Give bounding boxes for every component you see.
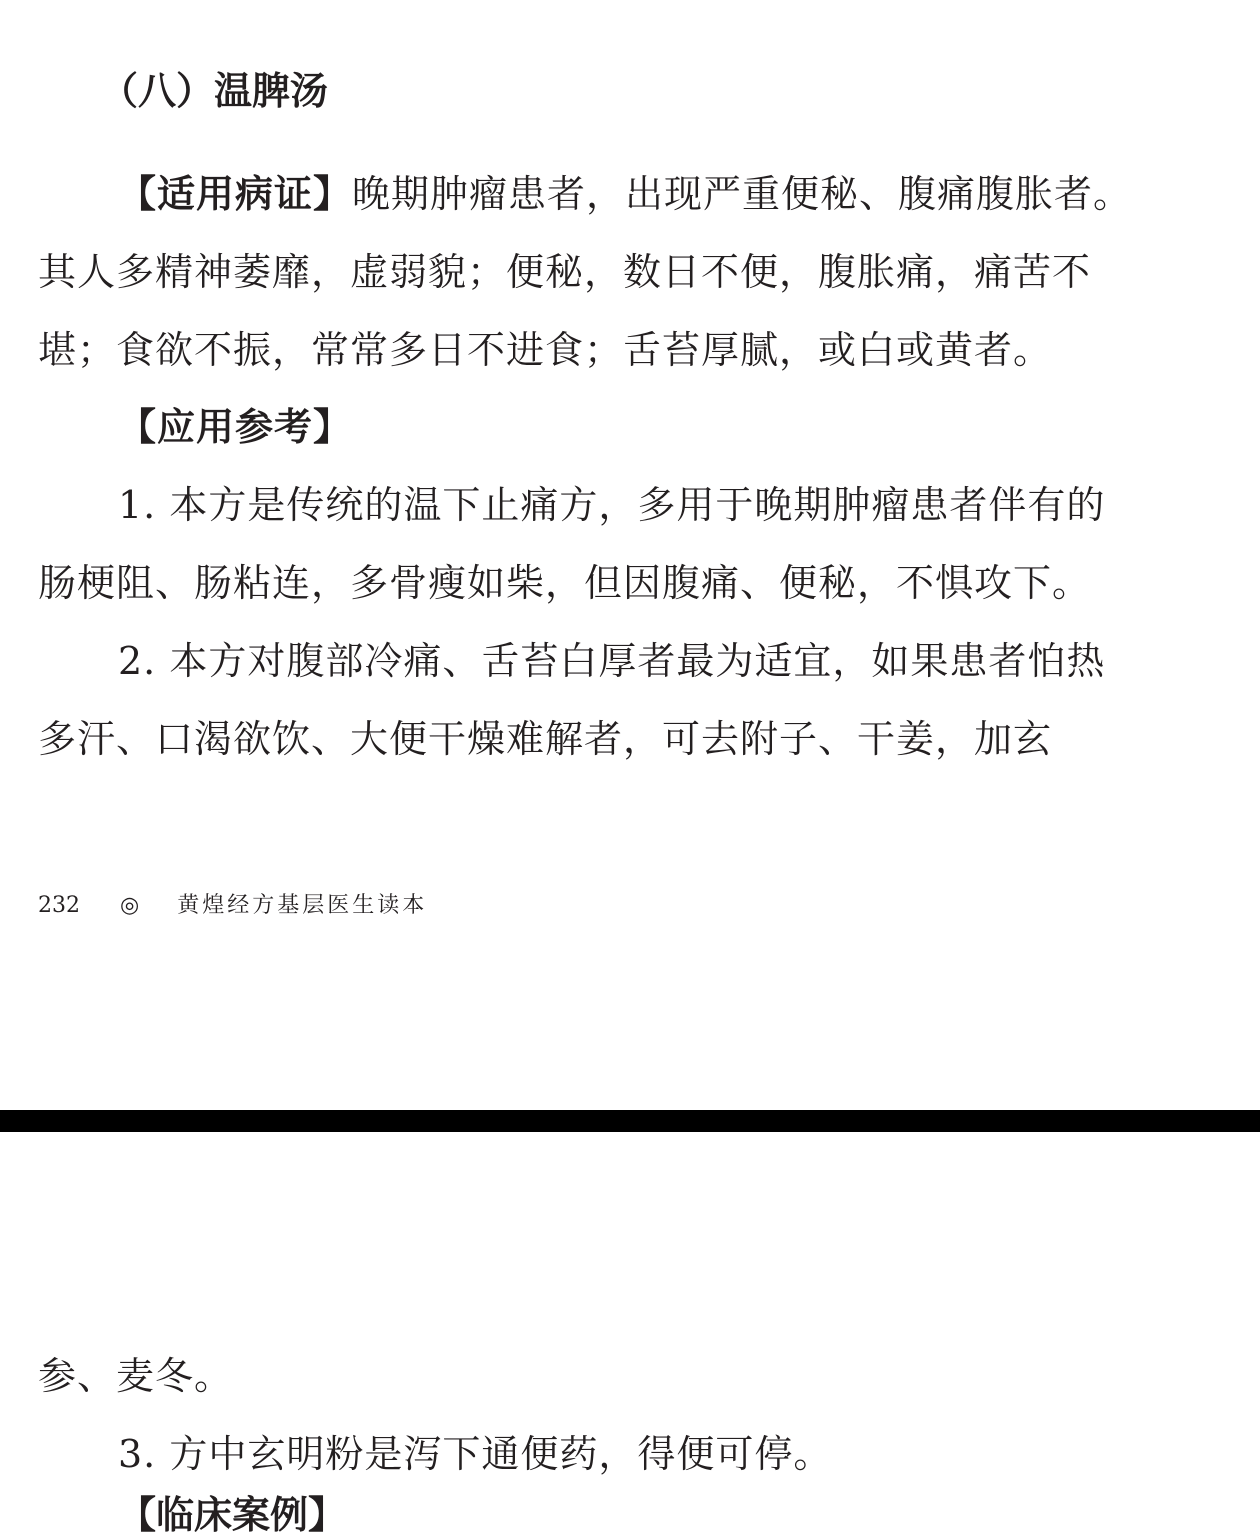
book-title: 黄煌经方基层医生读本 [177,893,428,918]
indication-label: 【适用病证】 [118,172,353,216]
page-number: 232 [38,893,80,918]
item3-line: 3. 方中玄明粉是泻下通便药，得便可停。 [118,1432,833,1476]
page-divider [0,1110,1260,1132]
clinical-case-heading: 【临床案例】 [118,1493,347,1537]
indication-text-1: 晚期肿瘤患者，出现严重便秘、腹痛腹胀者。 [352,172,1133,216]
continuation-line: 参、麦冬。 [38,1354,234,1398]
item1-line-1: 1. 本方是传统的温下止痛方，多用于晚期肿瘤患者伴有的 [118,483,1106,527]
indication-text-2: 其人多精神萎靡，虚弱貌；便秘，数日不便，腹胀痛，痛苦不 [38,250,1092,294]
item1-line-2: 肠梗阻、肠粘连，多骨瘦如柴，但因腹痛、便秘，不惧攻下。 [38,561,1092,605]
indication-text-3: 堪；食欲不振，常常多日不进食；舌苔厚腻，或白或黄者。 [38,328,1053,372]
page-footer [38,895,427,917]
reference-label: 【应用参考】 [118,405,353,449]
footer-separator-icon: ◎ [120,893,140,918]
item2-line-2: 多汗、口渴欲饮、大便干燥难解者，可去附子、干姜，加玄 [38,717,1053,761]
indication-paragraph-line-1 [118,172,1133,216]
section-heading: （八）温脾汤 [100,69,329,113]
item2-line-1: 2. 本方对腹部冷痛、舌苔白厚者最为适宜，如果患者怕热 [118,639,1106,683]
